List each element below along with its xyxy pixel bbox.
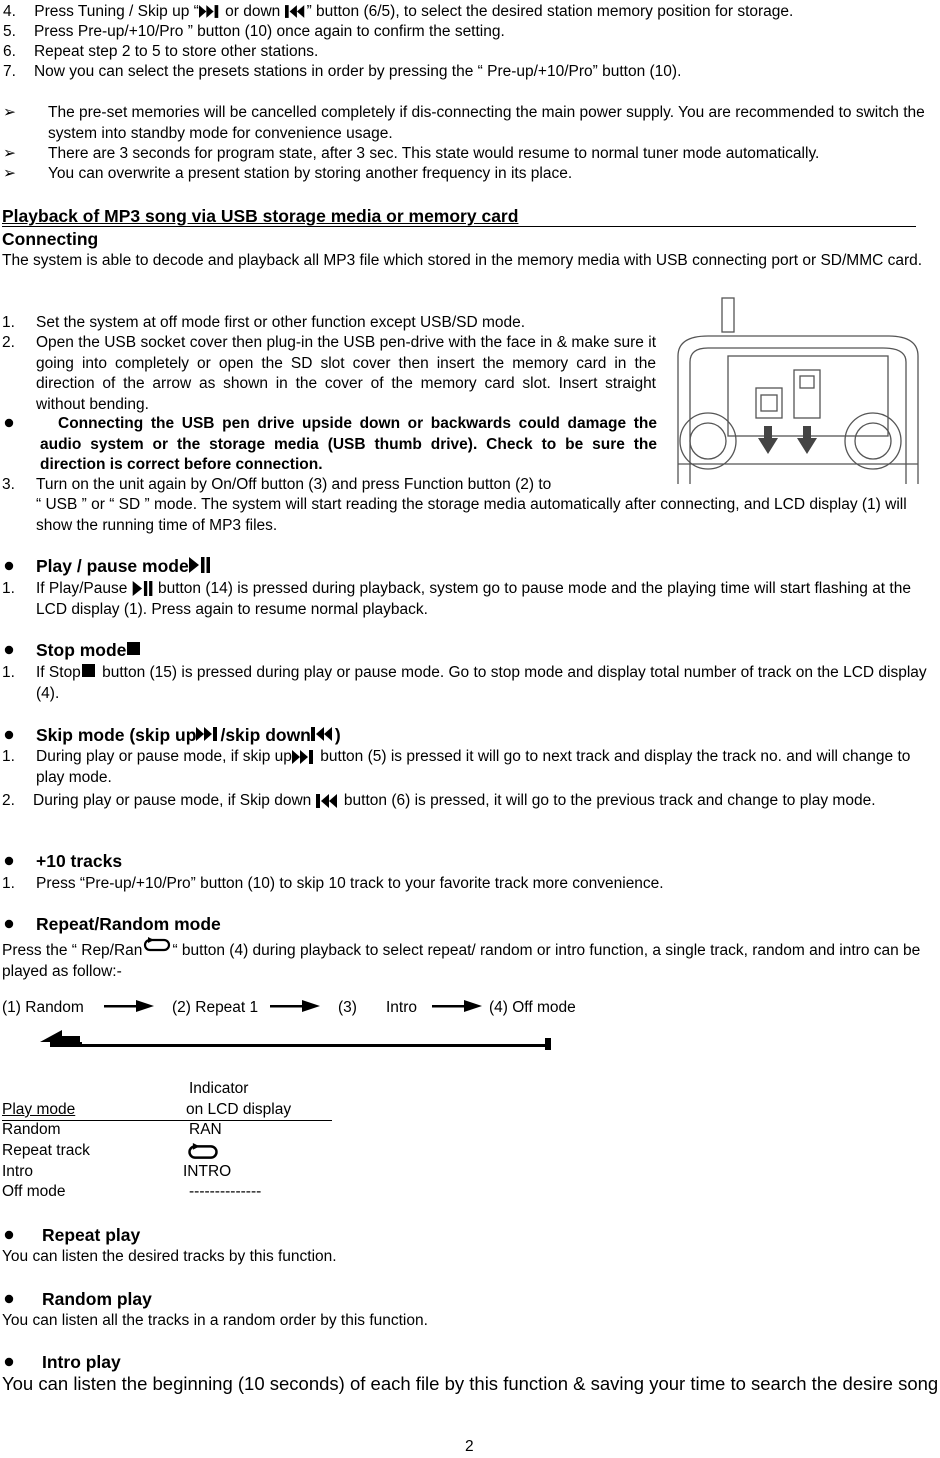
table-row-mode: Repeat track bbox=[2, 1142, 90, 1159]
connect-step-3b: “ USB ” or “ SD ” mode. The system will start reading the storage media automatically after connecting, and LCD display (1) will show the running time of MP3 files. bbox=[36, 496, 907, 534]
bullet-dot-icon bbox=[4, 856, 14, 866]
stop-text: If Stop button (15) is pressed during play or pause mode. Go to stop mode and display total number of track on the LCD display (4). bbox=[36, 664, 927, 702]
flow-3: (3) bbox=[338, 999, 357, 1016]
table-row-mode: Intro bbox=[2, 1163, 34, 1180]
table-header-lcd: on LCD display bbox=[186, 1101, 292, 1118]
skip-heading: Skip mode (skip up /skip down ) bbox=[36, 725, 341, 745]
usb-sd-device-illustration bbox=[668, 296, 938, 486]
repeat-play-text: You can listen the desired tracks by this function. bbox=[2, 1248, 337, 1265]
play-pause-icon bbox=[189, 557, 211, 573]
skip-down-icon bbox=[316, 794, 340, 808]
section-title: Playback of MP3 song via USB storage media or memory card bbox=[2, 207, 916, 227]
repeat-random-text: Press the “ Rep/Ran “ button (4) during playback to select repeat/ random or intro function, a single track, random and intro can be played as follow:- bbox=[2, 937, 940, 982]
connect-step-2: Open the USB socket cover then plug-in the USB pen-drive with the face in & make sure it going into completely or open the SD slot cover then insert the memory card in the direction of the arrow as shown in the cover of the memory card slot. Insert straight without bending. bbox=[36, 334, 656, 413]
arrow-bullet-icon: ➢ bbox=[3, 165, 16, 182]
arrow-right-icon bbox=[432, 1000, 482, 1012]
random-play-heading: Random play bbox=[42, 1289, 152, 1309]
table-row-indicator: RAN bbox=[189, 1121, 222, 1138]
arrow-bullet-icon: ➢ bbox=[3, 145, 16, 162]
play-pause-icon bbox=[132, 581, 154, 596]
table-row-mode: Random bbox=[2, 1121, 61, 1138]
note-3: You can overwrite a present station by storing another frequency in its place. bbox=[48, 165, 573, 182]
bullet-dot-icon bbox=[4, 561, 14, 571]
connect-step-1: Set the system at off mode first or other function except USB/SD mode. bbox=[36, 314, 526, 331]
intro-play-heading: Intro play bbox=[42, 1352, 121, 1372]
bullet-dot-icon bbox=[4, 730, 14, 740]
stop-icon bbox=[127, 642, 140, 655]
bullet-dot-icon bbox=[4, 418, 14, 428]
list-item-5: 5. Press Pre-up/+10/Pro ” button (10) once again to confirm the setting. bbox=[3, 23, 505, 40]
stop-icon bbox=[82, 664, 95, 677]
random-play-text: You can listen all the tracks in a random order by this function. bbox=[2, 1312, 428, 1329]
repeat-icon bbox=[142, 937, 172, 953]
flow-intro: Intro bbox=[386, 999, 418, 1016]
skip-up-icon bbox=[292, 750, 316, 764]
skip-up-icon bbox=[199, 5, 221, 18]
arrow-right-icon bbox=[104, 1000, 154, 1012]
flow-offmode: (4) Off mode bbox=[489, 999, 576, 1016]
skip-down-icon bbox=[285, 5, 307, 18]
repeat-play-heading: Repeat play bbox=[42, 1225, 141, 1245]
note-1: The pre-set memories will be cancelled completely if dis-connecting the main power supply. You are recommended to switch the system into standby mode for convenience usage. bbox=[48, 104, 925, 142]
play-pause-heading: Play / pause mode bbox=[36, 556, 211, 577]
table-row-mode: Off mode bbox=[2, 1183, 66, 1200]
table-row-indicator: INTRO bbox=[183, 1163, 232, 1180]
table-row-indicator: -------------- bbox=[189, 1183, 262, 1200]
arrow-bullet-icon: ➢ bbox=[3, 104, 16, 121]
arrow-right-icon bbox=[270, 1000, 320, 1012]
connect-warning: Connecting the USB pen drive upside down or backwards could damage the audio system or the storage media (USB thumb drive). Check to be sure the direction is correct before connection. bbox=[40, 415, 657, 473]
skip-up-icon bbox=[196, 727, 220, 741]
list-item-4: 4. Press Tuning / Skip up “ or down ” button (6/5), to select the desired station memory position for storage. bbox=[3, 3, 794, 20]
table-header-indicator: Indicator bbox=[189, 1080, 249, 1097]
list-item-7: 7. Now you can select the presets stations in order by pressing the “ Pre-up/+10/Pro” button (10). bbox=[3, 63, 682, 80]
bullet-dot-icon bbox=[4, 1357, 14, 1367]
plus10-heading: +10 tracks bbox=[36, 851, 123, 871]
intro-play-text: You can listen the beginning (10 seconds) of each file by this function & saving your time to search the desire song bbox=[2, 1373, 939, 1394]
bullet-dot-icon bbox=[4, 1294, 14, 1304]
connect-step-3a: Turn on the unit again by On/Off button (3) and press Function button (2) to bbox=[36, 476, 552, 493]
list-item-6: 6. Repeat step 2 to 5 to store other stations. bbox=[3, 43, 319, 60]
skip-down-icon bbox=[311, 727, 335, 741]
skip-text-2: During play or pause mode, if Skip down button (6) is pressed, it will go to the previous track and change to play mode. bbox=[33, 792, 876, 809]
connecting-intro: The system is able to decode and playback all MP3 file which stored in the memory media with USB connecting port or SD/MMC card. bbox=[2, 252, 923, 269]
connecting-heading: Connecting bbox=[2, 229, 99, 249]
page-number: 2 bbox=[465, 1438, 474, 1455]
flow-repeat1: (2) Repeat 1 bbox=[172, 999, 259, 1016]
plus10-text: Press “Pre-up/+10/Pro” button (10) to skip 10 track to your favorite track more convenience. bbox=[36, 875, 664, 892]
skip-text-1: During play or pause mode, if skip up button (5) is pressed it will go to next track and display the track no. and will change to play mode. bbox=[36, 748, 911, 786]
repeat-random-heading: Repeat/Random mode bbox=[36, 914, 221, 934]
play-pause-text: If Play/Pause button (14) is pressed during playback, system go to pause mode and the playing time will start flashing at the LCD display (1). Press again to resume normal playback. bbox=[36, 580, 911, 618]
table-header-mode: Play mode bbox=[2, 1101, 76, 1118]
bullet-dot-icon bbox=[4, 645, 14, 655]
stop-heading: Stop mode bbox=[36, 640, 140, 661]
note-2: There are 3 seconds for program state, after 3 sec. This state would resume to normal tuner mode automatically. bbox=[48, 145, 820, 162]
bullet-dot-icon bbox=[4, 919, 14, 929]
repeat-icon bbox=[186, 1143, 220, 1161]
loop-back-arrow-icon bbox=[40, 1030, 556, 1054]
bullet-dot-icon bbox=[4, 1230, 14, 1240]
flow-random: (1) Random bbox=[2, 999, 84, 1016]
